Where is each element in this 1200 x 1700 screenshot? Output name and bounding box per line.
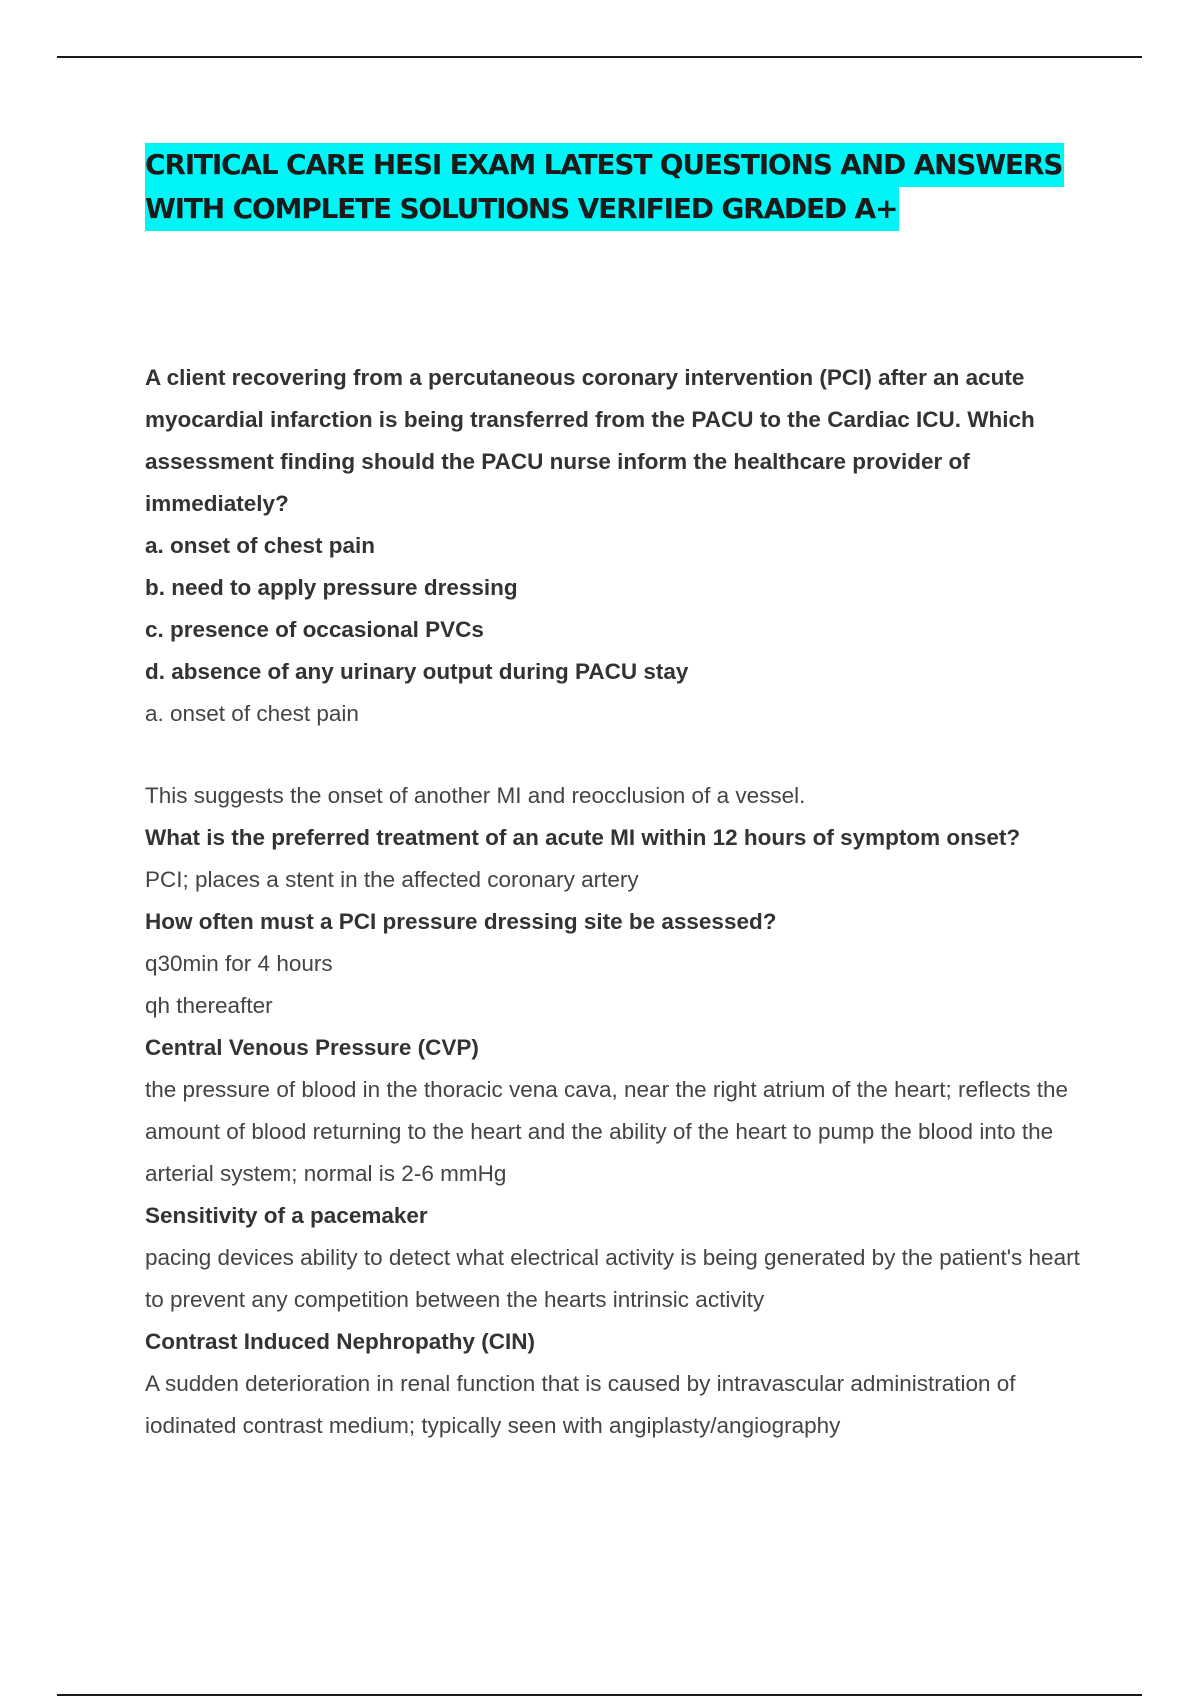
spacer <box>145 735 1100 775</box>
card-definition: PCI; places a stent in the affected coronary artery <box>145 867 639 892</box>
card-term: What is the preferred treatment of an acute MI within 12 hours of symptom onset? <box>145 825 1021 850</box>
question-text: A client recovering from a percutaneous coronary intervention (PCI) after an acute myocardial infarction is being transferred from the PACU to the Cardiac ICU. Which assessment finding should the PACU nurse inform the healthcare provider of immediately? <box>145 365 1035 516</box>
top-rule <box>57 56 1142 58</box>
title-line-2: WITH COMPLETE SOLUTIONS VERIFIED GRADED A+ <box>145 187 899 231</box>
card-definition: pacing devices ability to detect what electrical activity is being generated by the patient's heart to prevent any competition between the hearts intrinsic activity <box>145 1245 1080 1312</box>
document-body <box>145 357 1100 1447</box>
title-line-1: CRITICAL CARE HESI EXAM LATEST QUESTIONS AND ANSWERS <box>145 143 1064 187</box>
card-term: Central Venous Pressure (CVP) <box>145 1035 479 1060</box>
card-definition: qh thereafter <box>145 993 273 1018</box>
rationale: This suggests the onset of another MI and reocclusion of a vessel. <box>145 783 806 808</box>
correct-answer: a. onset of chest pain <box>145 701 359 726</box>
option-a: a. onset of chest pain <box>145 533 376 558</box>
option-d: d. absence of any urinary output during PACU stay <box>145 659 689 684</box>
option-b: b. need to apply pressure dressing <box>145 575 518 600</box>
option-c: c. presence of occasional PVCs <box>145 617 484 642</box>
bottom-rule <box>57 1694 1142 1696</box>
card-term: Sensitivity of a pacemaker <box>145 1203 428 1228</box>
card-definition: q30min for 4 hours <box>145 951 333 976</box>
document-title <box>145 143 1145 231</box>
card-term: Contrast Induced Nephropathy (CIN) <box>145 1329 536 1354</box>
card-definition: A sudden deterioration in renal function that is caused by intravascular administration of iodinated contrast medium; typically seen with angiplasty/angiography <box>145 1371 1016 1438</box>
card-definition: the pressure of blood in the thoracic vena cava, near the right atrium of the heart; reflects the amount of blood returning to the heart and the ability of the heart to pump the blood into the arterial system; normal is 2-6 mmHg <box>145 1077 1069 1186</box>
card-term: How often must a PCI pressure dressing site be assessed? <box>145 909 777 934</box>
